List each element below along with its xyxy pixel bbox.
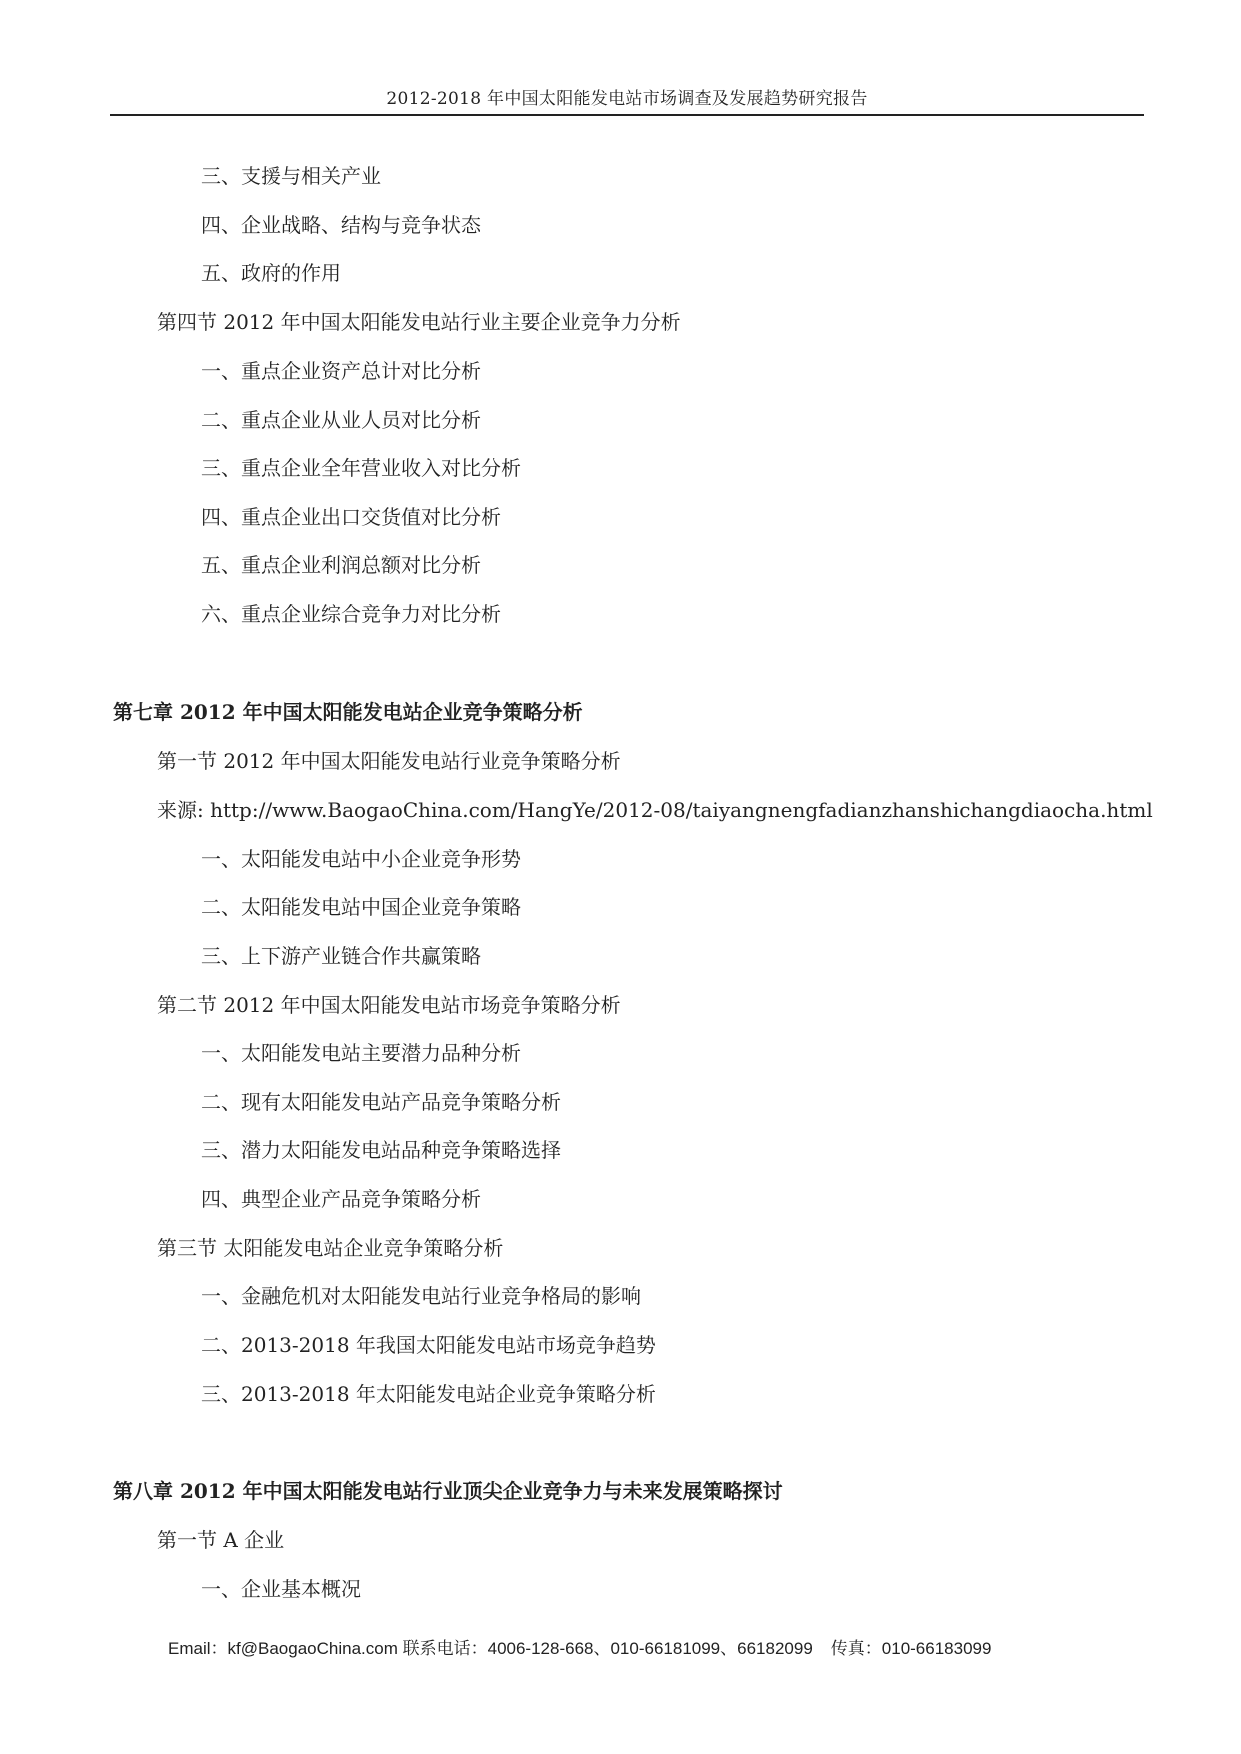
report-title: 2012-2018 年中国太阳能发电站市场调查及发展趋势研究报告 (386, 89, 868, 109)
source-url[interactable]: 来源: http://www.BaogaoChina.com/HangYe/2012-08/taiyangnengfadianzhanshichangdiaocha.html (157, 798, 1153, 822)
toc-item: 三、支援与相关产业 (201, 164, 381, 188)
toc-item: 一、企业基本概况 (201, 1577, 361, 1601)
toc-item: 二、重点企业从业人员对比分析 (201, 408, 481, 432)
toc-item: 三、上下游产业链合作共赢策略 (201, 944, 481, 968)
toc-item: 三、潜力太阳能发电站品种竞争策略选择 (201, 1138, 561, 1162)
toc-section: 第二节 2012 年中国太阳能发电站市场竞争策略分析 (157, 993, 621, 1017)
toc-item: 六、重点企业综合竞争力对比分析 (201, 602, 501, 626)
toc-chapter: 第七章 2012 年中国太阳能发电站企业竞争策略分析 (113, 700, 583, 724)
toc-item: 二、现有太阳能发电站产品竞争策略分析 (201, 1090, 561, 1114)
phone-numbers: 4006-128-668、010-66181099、66182099 (487, 1639, 813, 1658)
toc-item: 三、重点企业全年营业收入对比分析 (201, 456, 521, 480)
toc-item: 二、2013-2018 年我国太阳能发电站市场竞争趋势 (201, 1333, 656, 1357)
toc-item: 五、重点企业利润总额对比分析 (201, 553, 481, 577)
fax-label: 传真： (830, 1639, 882, 1658)
toc-item: 三、2013-2018 年太阳能发电站企业竞争策略分析 (201, 1382, 656, 1406)
toc-item: 五、政府的作用 (201, 261, 341, 285)
toc-item: 四、典型企业产品竞争策略分析 (201, 1187, 481, 1211)
toc-item: 一、重点企业资产总计对比分析 (201, 359, 481, 383)
email-label: Email： (168, 1639, 228, 1658)
toc-item: 四、企业战略、结构与竞争状态 (201, 213, 481, 237)
fax-number: 010-66183099 (881, 1639, 992, 1658)
email-link[interactable]: kf@BaogaoChina.com (227, 1639, 398, 1658)
toc-chapter: 第八章 2012 年中国太阳能发电站行业顶尖企业竞争力与未来发展策略探讨 (113, 1479, 783, 1503)
toc-section: 第一节 2012 年中国太阳能发电站行业竞争策略分析 (157, 749, 621, 773)
toc-section: 第四节 2012 年中国太阳能发电站行业主要企业竞争力分析 (157, 310, 681, 334)
toc-item: 一、金融危机对太阳能发电站行业竞争格局的影响 (201, 1284, 641, 1308)
toc-item: 二、太阳能发电站中国企业竞争策略 (201, 895, 521, 919)
toc-section: 第一节 A 企业 (157, 1528, 285, 1552)
toc-item: 一、太阳能发电站主要潜力品种分析 (201, 1041, 521, 1065)
toc-section: 第三节 太阳能发电站企业竞争策略分析 (157, 1236, 504, 1260)
toc-item: 四、重点企业出口交货值对比分析 (201, 505, 501, 529)
phone-label: 联系电话： (397, 1639, 488, 1658)
page-footer (168, 1637, 991, 1661)
toc-item: 一、太阳能发电站中小企业竞争形势 (201, 847, 521, 871)
